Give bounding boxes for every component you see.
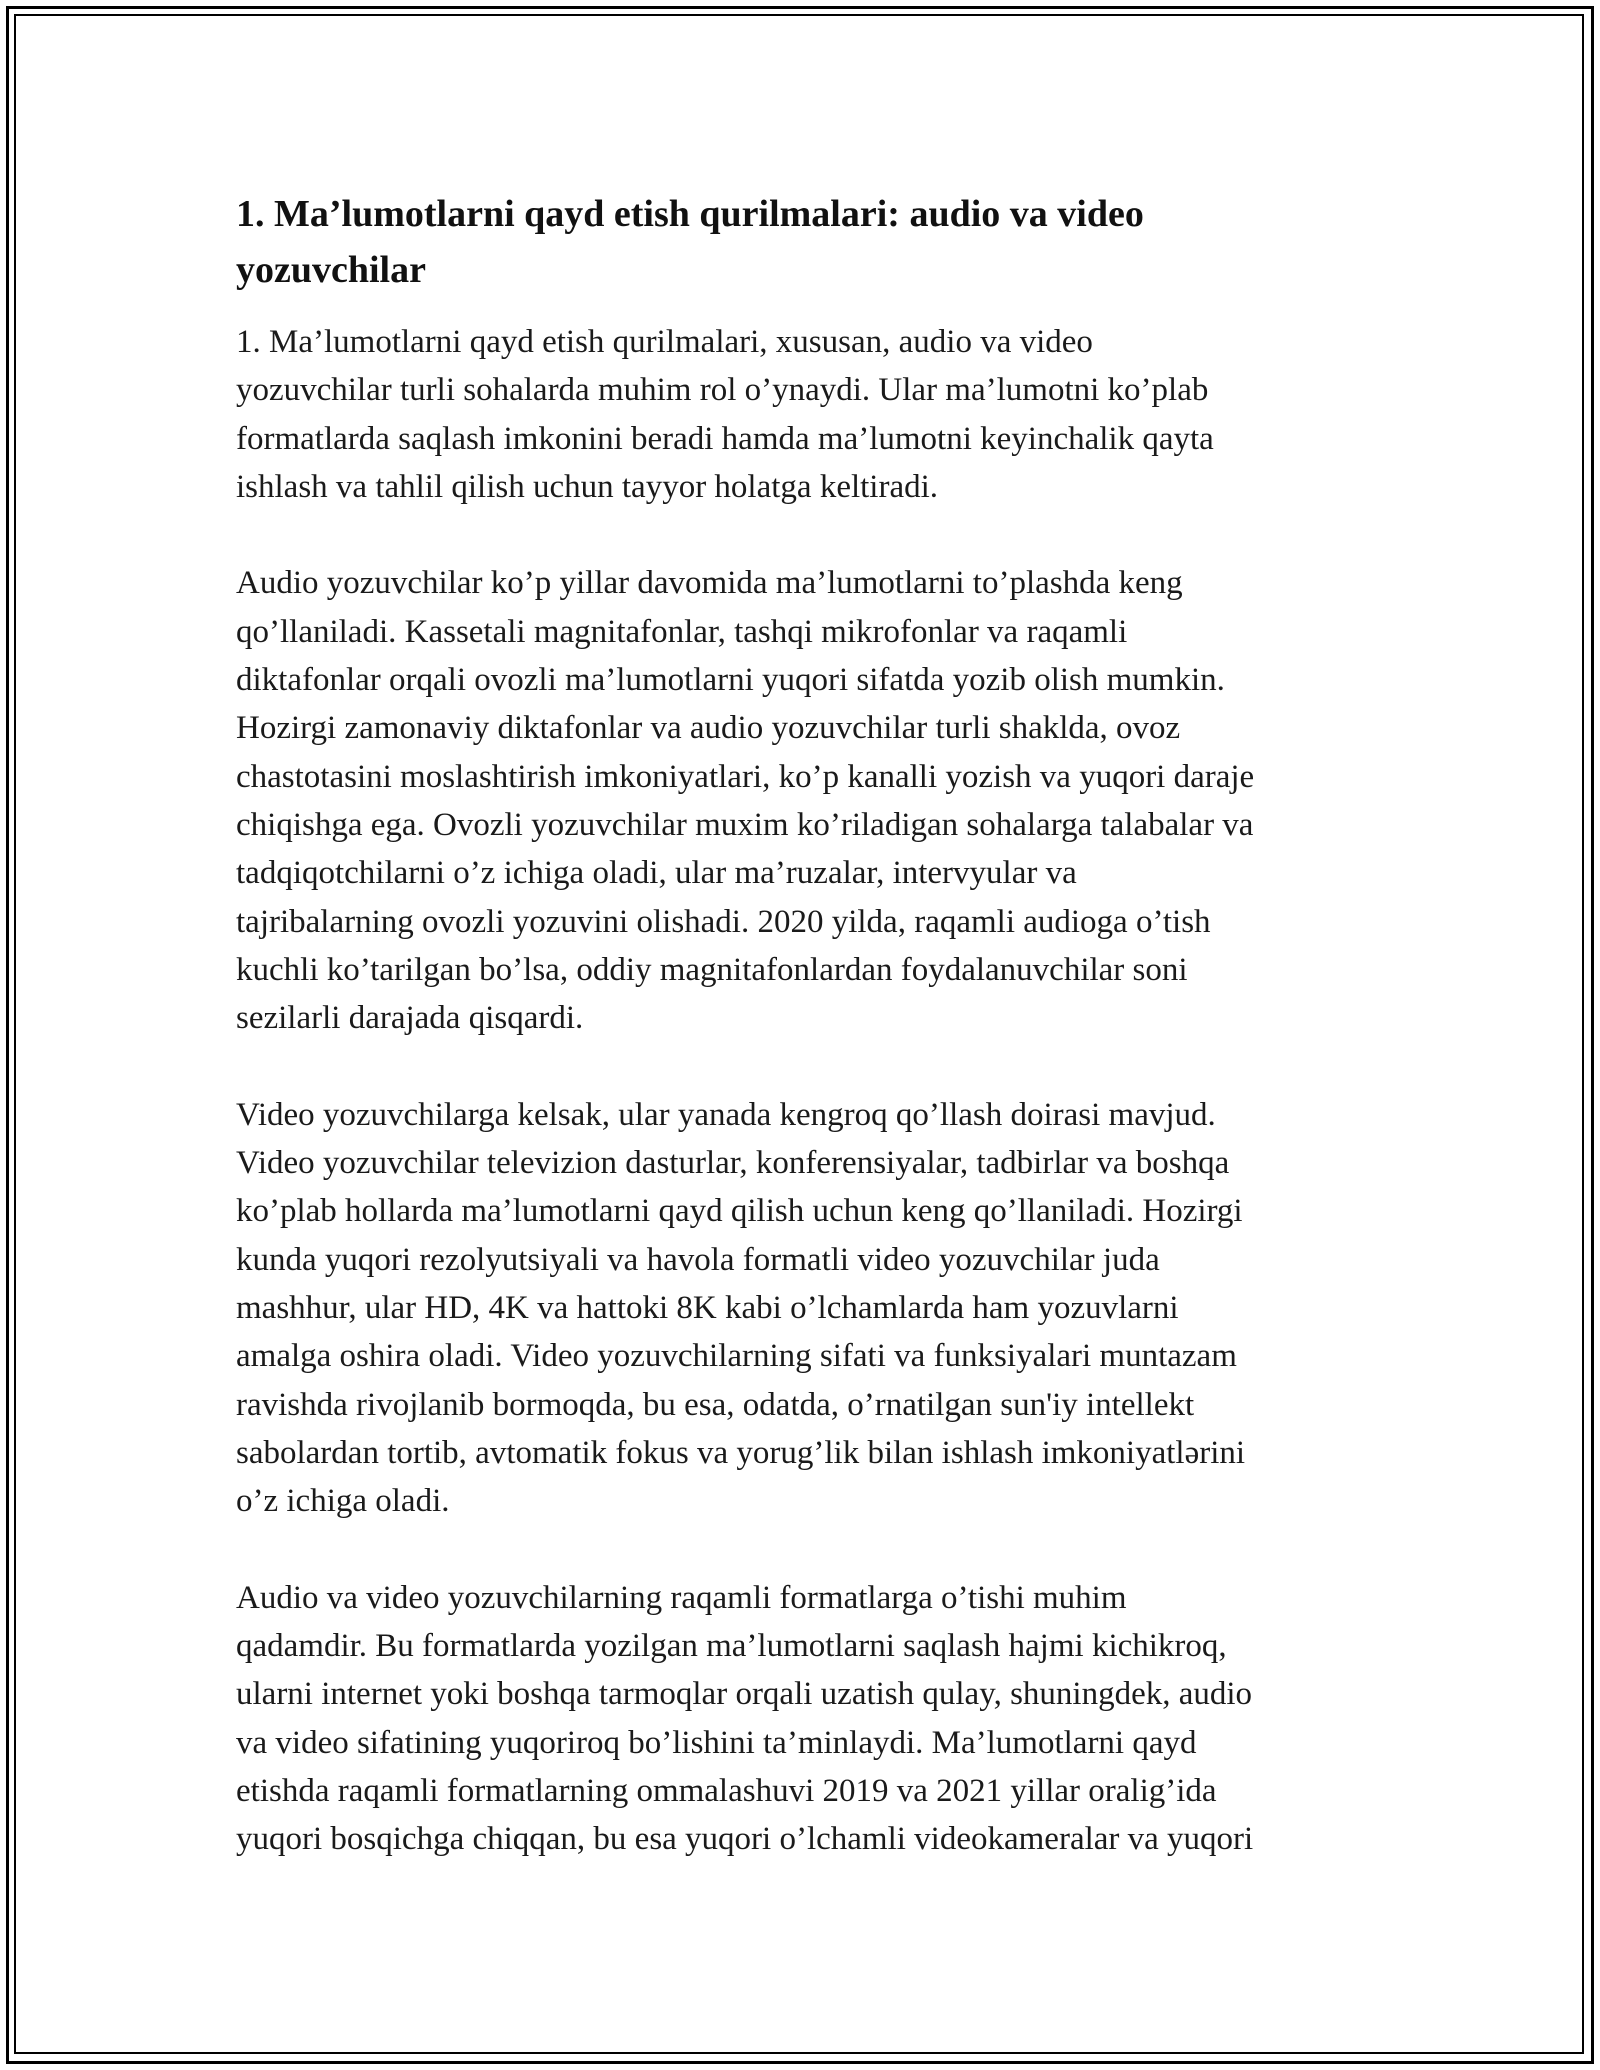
paragraph-audio-recorders: Audio yozuvchilar ko’p yillar davomida ma’lumotlarni to’plashda keng qo’llaniladi. Kassetali magnitafonlar, tashqi mikrofonlar va raqamli diktafonlar orqali ovozli ma’lumotlarni yuqori sifatda yozib olish mumkin. Hozirgi zamonaviy diktafonlar va audio yozuvchilar turli shaklda, ovoz chastotasini moslashtirish imkoniyatlari, ko’p kanalli yozish va yuqori daraje chiqishga ega. Ovozli yozuvchilar muxim ko’riladigan sohalarga talabalar va tadqiqotchilarni o’z ichiga oladi, ular ma’ruzalar, intervyular va tajribalarning ovozli yozuvini olishadi. 2020 yilda, raqamli audioga o’tish kuchli ko’tarilgan bo’lsa, oddiy magnitafonlardan foydalanuvchilar soni sezilarli darajada qisqardi. bbox=[236, 565, 1255, 1037]
paragraph-video-recorders: Video yozuvchilarga kelsak, ular yanada kengroq qo’llash doirasi mavjud. Video yozuvchilar televizion dasturlar, konferensiyalar, tadbirlar va boshqa ko’plab hollarda ma’lumotlarni qayd qilish uchun keng qo’llaniladi. Hozirgi kunda yuqori rezolyutsiyali va havola formatli video yozuvchilar juda mashhur, ular HD, 4K va hattoki 8K kabi o’lchamlarda ham yozuvlarni amalga oshira oladi. Video yozuvchilarning sifati va funksiyalari muntazam ravishda rivojlanib bormoqda, bu esa, odatda, o’rnatilgan sun'iy intellekt sabolardan tortib, avtomatik fokus va yorug’lik bilan ishlash imkoniyatlərini o’z ichiga oladi. bbox=[236, 1096, 1246, 1520]
paragraph-digital-formats: Audio va video yozuvchilarning raqamli formatlarga o’tishi muhim qadamdir. Bu formatlarda yozilgan ma’lumotlarni saqlash hajmi kichikroq, ularni internet yoki boshqa tarmoqlar orqali uzatish qulay, shuningdek, audio va video sifatining yuqoriroq bo’lishini ta’minlaydi. Ma’lumotlarni qayd etishda raqamli formatlarning ommalashuvi 2019 va 2021 yillar oralig’ida yuqori bosqichga chiqqan, bu esa yuqori o’lchamli videokameralar va yuqori bbox=[236, 1579, 1254, 1858]
document-body bbox=[236, 186, 1376, 1912]
paragraph-intro: 1. Ma’lumotlarni qayd etish qurilmalari, xususan, audio va video yozuvchilar turli sohalarda muhim rol o’ynaydi. Ular ma’lumotni ko’plab formatlarda saqlash imkonini beradi hamda ma’lumotni keyinchalik qayta ishlash va tahlil qilish uchun tayyor holatga keltiradi. bbox=[236, 324, 1214, 505]
document-title: 1. Ma’lumotlarni qayd etish qurilmalari: audio va video yozuvchilar bbox=[236, 193, 1144, 291]
